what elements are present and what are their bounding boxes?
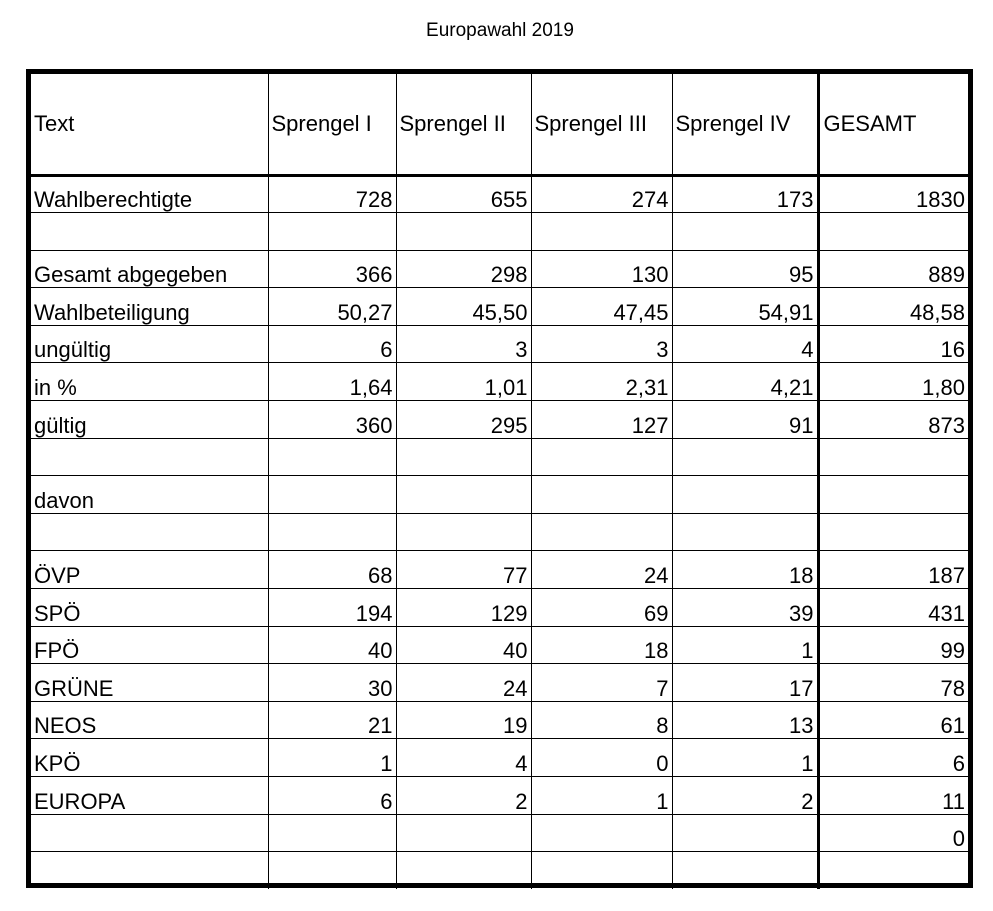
- cell-sprengel-iv: 17: [672, 664, 818, 702]
- results-table: [31, 74, 968, 889]
- row-label: KPÖ: [31, 739, 268, 777]
- cell-sprengel-iii: 47,45: [531, 288, 672, 326]
- row-label: in %: [31, 363, 268, 401]
- cell-sprengel-i: 366: [268, 250, 396, 288]
- cell-sprengel-iv: 95: [672, 250, 818, 288]
- row-label: davon: [31, 476, 268, 514]
- row-label: NEOS: [31, 701, 268, 739]
- cell-sprengel-ii: 19: [396, 701, 531, 739]
- column-header-sprengel-iii: Sprengel III: [531, 74, 672, 175]
- cell-sprengel-i: [268, 438, 396, 476]
- row-label: [31, 513, 268, 551]
- cell-gesamt: [818, 213, 968, 251]
- table-row: [31, 476, 968, 514]
- cell-sprengel-iii: [531, 852, 672, 890]
- cell-sprengel-iv: [672, 513, 818, 551]
- cell-sprengel-ii: [396, 814, 531, 852]
- cell-sprengel-iii: 3: [531, 325, 672, 363]
- row-label: Wahlberechtigte: [31, 175, 268, 213]
- table-row: [31, 701, 968, 739]
- cell-sprengel-ii: [396, 213, 531, 251]
- cell-sprengel-iii: [531, 814, 672, 852]
- cell-sprengel-iv: 1: [672, 739, 818, 777]
- cell-gesamt: 11: [818, 777, 968, 815]
- cell-sprengel-iii: 274: [531, 175, 672, 213]
- cell-sprengel-iv: 91: [672, 401, 818, 439]
- cell-sprengel-i: [268, 513, 396, 551]
- row-label: [31, 438, 268, 476]
- table-row: [31, 175, 968, 213]
- cell-sprengel-i: 68: [268, 551, 396, 589]
- cell-gesamt: [818, 852, 968, 890]
- cell-sprengel-ii: [396, 476, 531, 514]
- cell-sprengel-ii: [396, 852, 531, 890]
- cell-sprengel-iii: [531, 513, 672, 551]
- cell-sprengel-iii: 1: [531, 777, 672, 815]
- cell-gesamt: 16: [818, 325, 968, 363]
- cell-sprengel-i: 1,64: [268, 363, 396, 401]
- column-header-sprengel-ii: Sprengel II: [396, 74, 531, 175]
- cell-sprengel-iv: 39: [672, 589, 818, 627]
- cell-sprengel-ii: 77: [396, 551, 531, 589]
- cell-sprengel-iv: 4: [672, 325, 818, 363]
- cell-sprengel-iii: 24: [531, 551, 672, 589]
- table-row: [31, 401, 968, 439]
- table-row: [31, 777, 968, 815]
- cell-sprengel-ii: 24: [396, 664, 531, 702]
- table-row: [31, 626, 968, 664]
- cell-sprengel-i: [268, 814, 396, 852]
- cell-sprengel-iii: 2,31: [531, 363, 672, 401]
- cell-sprengel-ii: 4: [396, 739, 531, 777]
- cell-sprengel-iii: 7: [531, 664, 672, 702]
- row-label: SPÖ: [31, 589, 268, 627]
- cell-gesamt: [818, 476, 968, 514]
- table-row: [31, 814, 968, 852]
- column-header-sprengel-i: Sprengel I: [268, 74, 396, 175]
- cell-sprengel-iv: 173: [672, 175, 818, 213]
- cell-sprengel-iv: [672, 814, 818, 852]
- cell-sprengel-iv: 4,21: [672, 363, 818, 401]
- cell-sprengel-i: 30: [268, 664, 396, 702]
- row-label: [31, 213, 268, 251]
- cell-sprengel-ii: 2: [396, 777, 531, 815]
- cell-sprengel-iv: 1: [672, 626, 818, 664]
- cell-sprengel-iii: 0: [531, 739, 672, 777]
- cell-gesamt: 6: [818, 739, 968, 777]
- cell-gesamt: 187: [818, 551, 968, 589]
- cell-sprengel-i: 194: [268, 589, 396, 627]
- cell-gesamt: 0: [818, 814, 968, 852]
- row-label: Gesamt abgegeben: [31, 250, 268, 288]
- results-table-frame: [26, 69, 973, 888]
- row-label: GRÜNE: [31, 664, 268, 702]
- cell-sprengel-ii: 655: [396, 175, 531, 213]
- table-row: [31, 852, 968, 890]
- cell-gesamt: [818, 438, 968, 476]
- cell-sprengel-ii: 40: [396, 626, 531, 664]
- table-row: [31, 288, 968, 326]
- cell-gesamt: 889: [818, 250, 968, 288]
- cell-sprengel-i: 6: [268, 325, 396, 363]
- cell-sprengel-iii: 8: [531, 701, 672, 739]
- cell-gesamt: 873: [818, 401, 968, 439]
- cell-sprengel-ii: 298: [396, 250, 531, 288]
- table-row: [31, 551, 968, 589]
- cell-sprengel-iii: 18: [531, 626, 672, 664]
- cell-sprengel-iii: 127: [531, 401, 672, 439]
- table-row: [31, 363, 968, 401]
- table-row: [31, 325, 968, 363]
- row-label: [31, 852, 268, 890]
- cell-sprengel-ii: 295: [396, 401, 531, 439]
- cell-sprengel-i: [268, 476, 396, 514]
- cell-sprengel-ii: 1,01: [396, 363, 531, 401]
- cell-gesamt: 61: [818, 701, 968, 739]
- cell-sprengel-iv: 13: [672, 701, 818, 739]
- cell-sprengel-iv: [672, 438, 818, 476]
- cell-sprengel-i: [268, 213, 396, 251]
- row-label: FPÖ: [31, 626, 268, 664]
- cell-sprengel-iv: [672, 213, 818, 251]
- cell-sprengel-i: 50,27: [268, 288, 396, 326]
- cell-sprengel-ii: [396, 513, 531, 551]
- cell-gesamt: 48,58: [818, 288, 968, 326]
- cell-sprengel-ii: 45,50: [396, 288, 531, 326]
- cell-gesamt: 1830: [818, 175, 968, 213]
- cell-sprengel-i: [268, 852, 396, 890]
- row-label: EUROPA: [31, 777, 268, 815]
- table-row: [31, 664, 968, 702]
- cell-sprengel-iii: 69: [531, 589, 672, 627]
- table-row: [31, 589, 968, 627]
- cell-gesamt: 99: [818, 626, 968, 664]
- cell-sprengel-ii: [396, 438, 531, 476]
- cell-sprengel-ii: 3: [396, 325, 531, 363]
- row-label: ungültig: [31, 325, 268, 363]
- column-header-text: Text: [31, 74, 268, 175]
- cell-sprengel-i: 40: [268, 626, 396, 664]
- row-label: gültig: [31, 401, 268, 439]
- cell-sprengel-iii: [531, 213, 672, 251]
- column-header-sprengel-iv: Sprengel IV: [672, 74, 818, 175]
- cell-sprengel-iv: 18: [672, 551, 818, 589]
- cell-sprengel-iii: [531, 476, 672, 514]
- cell-sprengel-i: 6: [268, 777, 396, 815]
- cell-sprengel-i: 360: [268, 401, 396, 439]
- cell-sprengel-iii: [531, 438, 672, 476]
- cell-gesamt: 431: [818, 589, 968, 627]
- header-row: [31, 74, 968, 175]
- row-label: [31, 814, 268, 852]
- table-row: [31, 513, 968, 551]
- cell-sprengel-iv: [672, 852, 818, 890]
- cell-sprengel-i: 1: [268, 739, 396, 777]
- cell-gesamt: 78: [818, 664, 968, 702]
- page-title: Europawahl 2019: [426, 20, 574, 41]
- row-label: Wahlbeteiligung: [31, 288, 268, 326]
- cell-sprengel-iii: 130: [531, 250, 672, 288]
- cell-sprengel-i: 21: [268, 701, 396, 739]
- table-row: [31, 250, 968, 288]
- cell-sprengel-iv: 2: [672, 777, 818, 815]
- cell-sprengel-i: 728: [268, 175, 396, 213]
- cell-gesamt: 1,80: [818, 363, 968, 401]
- row-label: ÖVP: [31, 551, 268, 589]
- cell-sprengel-iv: [672, 476, 818, 514]
- table-row: [31, 213, 968, 251]
- table-row: [31, 438, 968, 476]
- cell-sprengel-ii: 129: [396, 589, 531, 627]
- table-row: [31, 739, 968, 777]
- column-header-gesamt: GESAMT: [818, 74, 968, 175]
- cell-sprengel-iv: 54,91: [672, 288, 818, 326]
- cell-gesamt: [818, 513, 968, 551]
